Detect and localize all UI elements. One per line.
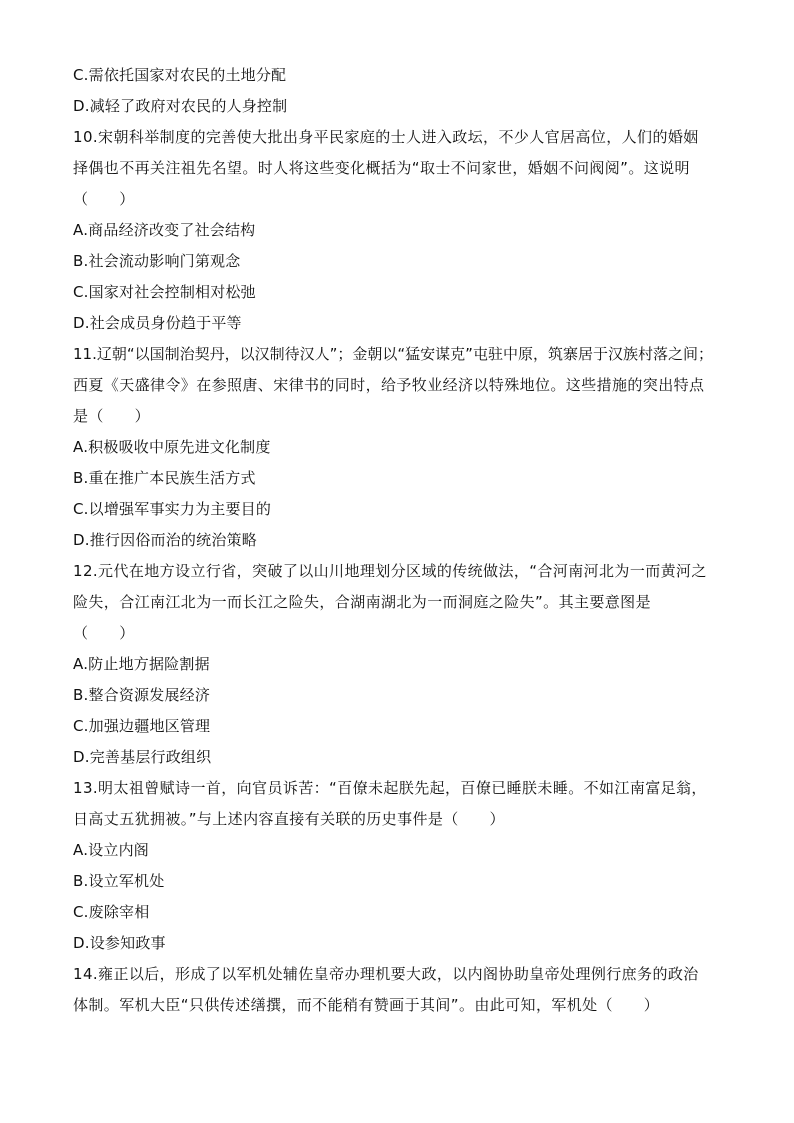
question-14 xyxy=(73,959,723,1021)
question-11 xyxy=(73,339,723,556)
option-c: C.以增强军事实力为主要目的 xyxy=(73,500,272,518)
question-stem-line: 11.辽朝“以国制治契丹，以汉制待汉人”；金朝以“猛安谋克”屯驻中原，筑寨居于汉族村落之间； xyxy=(73,345,713,363)
question-stem-line: 险失，合江南江北为一而长江之险失，合湖南湖北为一而洞庭之险失”。其主要意图是 xyxy=(73,593,651,611)
option-d: D.完善基层行政组织 xyxy=(73,748,212,766)
option-a: A.设立内阁 xyxy=(73,841,149,859)
option-c: C.废除宰相 xyxy=(73,903,150,921)
option-c: C.加强边疆地区管理 xyxy=(73,717,211,735)
option-d: D.设参知政事 xyxy=(73,934,166,952)
question-9-options xyxy=(73,60,723,122)
option-a: A.积极吸收中原先进文化制度 xyxy=(73,438,271,456)
option-d: D.推行因俗而治的统治策略 xyxy=(73,531,257,549)
option-b: B.社会流动影响门第观念 xyxy=(73,252,241,270)
question-stem-line: 14.雍正以后，形成了以军机处辅佐皇帝办理机要大政，以内阁协助皇帝处理例行庶务的政治 xyxy=(73,965,699,983)
option-d: D.减轻了政府对农民的人身控制 xyxy=(73,97,288,115)
question-12 xyxy=(73,556,723,773)
question-stem-line: 12.元代在地方设立行省，突破了以山川地理划分区域的传统做法，“合河南河北为一而黄河之 xyxy=(73,562,707,580)
question-stem-line: 10.宋朝科举制度的完善使大批出身平民家庭的士人进入政坛，不少人官居高位，人们的婚姻 xyxy=(73,128,699,146)
option-c: C.国家对社会控制相对松弛 xyxy=(73,283,256,301)
option-c: C.需依托国家对农民的土地分配 xyxy=(73,66,287,84)
option-b: B.设立军机处 xyxy=(73,872,165,890)
question-stem-line: 是（ ） xyxy=(73,407,151,425)
option-a: A.商品经济改变了社会结构 xyxy=(73,221,256,239)
question-stem-line: 日高丈五犹拥被。”与上述内容直接有关联的历史事件是（ ） xyxy=(73,810,505,828)
answer-bracket: （ ） xyxy=(73,624,135,642)
option-b: B.整合资源发展经济 xyxy=(73,686,211,704)
question-stem-line: 西夏《天盛律令》在参照唐、宋律书的同时，给予牧业经济以特殊地位。这些措施的突出特点 xyxy=(73,376,705,394)
option-d: D.社会成员身份趋于平等 xyxy=(73,314,242,332)
question-stem-line: 择偶也不再关注祖先名望。时人将这些变化概括为“取士不问家世，婚姻不问阀阅”。这说明 xyxy=(73,159,690,177)
exam-page xyxy=(73,60,723,1021)
answer-bracket: （ ） xyxy=(73,190,135,208)
question-13 xyxy=(73,773,723,959)
question-stem-line: 体制。军机大臣“只供传述缮撰，而不能稍有赞画于其间”。由此可知，军机处（ ） xyxy=(73,996,660,1014)
option-b: B.重在推广本民族生活方式 xyxy=(73,469,256,487)
option-a: A.防止地方据险割据 xyxy=(73,655,210,673)
question-stem-line: 13.明太祖曾赋诗一首，向官员诉苦：“百僚未起朕先起，百僚已睡朕未睡。不如江南富足翁， xyxy=(73,779,707,797)
question-10 xyxy=(73,122,723,339)
